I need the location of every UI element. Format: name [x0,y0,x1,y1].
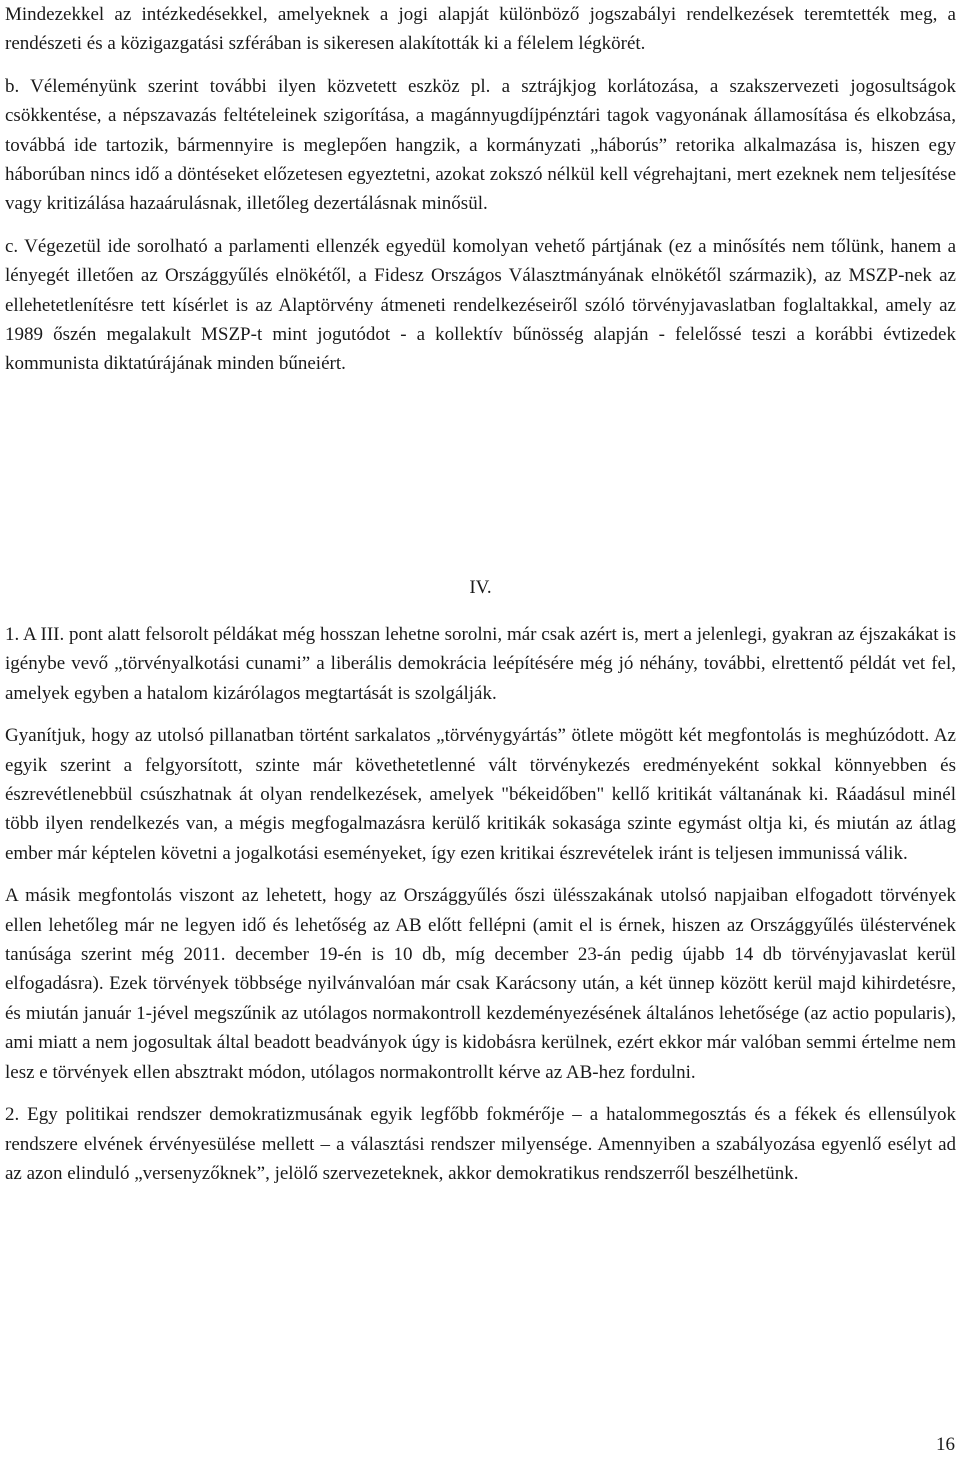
section-heading-iv: IV. [469,577,492,598]
page-number: 16 [936,1434,955,1455]
section-iii-continuation [5,0,956,379]
paragraph-c: c. Végezetül ide sorolható a parlamenti ellenzék egyedül komolyan vehető pártjának (ez a minősítés nem tőlünk, hanem a lényegét illetően az Országgyűlés elnökétől, a Fidesz Országos Választmányának elnökétől származik), az MSZP-nek az ellehetetlenítésre tett kísérlet is az Alaptörvény átmeneti rendelkezéseiről szóló törvényjavaslatban foglaltakkal, amely az 1989 őszén megalakult MSZP-t mint jogutódot - a kollektív bűnösség alapján - felelőssé teszi a korábbi évtizedek kommunista diktatúrájának minden bűneiért. [5,235,956,375]
paragraph-iv-gyanitjuk: Gyanítjuk, hogy az utolsó pillanatban történt sarkalatos „törvénygyártás” ötlete mögött két megfontolás is meghúzódott. Az egyik szerint a felgyorsított, szinte már követhetetlenné vált törvénykezés eredményeként sokkal könnyebben és észrevétlenebbül csúszhatnak át olyan rendelkezések, amelyek "békeidőben" kellő kritikát váltanának ki. Ráadásul minél több ilyen rendelkezés van, a mégis megfogalmazásra kerülő kritikák sokasága szinte egymást oltja ki, és miután az átlag ember már képtelen követni a jogalkotási eseményeket, így ezen kritikai észrevételek iránt is teljesen immunissá válik. [5,725,956,864]
paragraph-intro: Mindezekkel az intézkedésekkel, amelyeknek a jogi alapját különböző jogszabályi rendelkezések teremtették meg, a rendészeti és a közigazgatási szférában is sikeresen alakították ki a félelem légkörét. [5,4,956,55]
paragraph-iv-2: 2. Egy politikai rendszer demokratizmusának egyik legfőbb fokmérője – a hatalommegosztás és a fékek és ellensúlyok rendszere elvének érvényesülése mellett – a választási rendszer milyensége. Amennyiben a szabályozása egyenlő esélyt ad az azon elinduló „versenyzőknek”, jelölő szervezeteknek, akkor demokratikus rendszerről beszélhetünk. [5,1104,956,1184]
paragraph-iv-masik: A másik megfontolás viszont az lehetett, hogy az Országgyűlés őszi ülésszakának utolsó napjaiban elfogadott törvények ellen lehetőleg már ne legyen idő és lehetőség az AB előtt fellépni (amit el is érnek, hiszen az Országgyűlés üléstervének tanúsága szerint még 2011. december 19-én is 10 db, míg december 23-án pedig újabb 14 db törvényjavaslat kerül elfogadásra). Ezek törvények többsége nyilvánvalóan már csak Karácsony után, a két ünnep között kerül majd kihirdetésre, és miután január 1-jével megszűnik az utólagos normakontroll kezdeményezésének általános lehetősége (az actio popularis), ami miatt a nem jogosultak által beadott beadványok úgy is kidobásra kerülnek, ezért ekkor már valóban semmi értelme nem lesz e törvények ellen absztrakt módon, utólagos normakontrollt kérve az AB-hez fordulni. [5,885,956,1083]
paragraph-b: b. Véleményünk szerint további ilyen közvetett eszköz pl. a sztrájkjog korlátozása, a szakszervezeti jogosultságok csökkentése, a népszavazás feltételeinek szigorítása, a magánnyugdíjpénztári tagok vagyonának államosítása és elkobzása, továbbá ide tartozik, bármennyire is meglepően hangzik, a kormányzati „háborús” retorika alkalmazása is, hiszen egy háborúban nincs idő a döntéseket előzetesen egyeztetni, azokat zokszó nélkül kell végrehajtani, mert ezeknek nem teljesítése vagy kritizálása hazaárulásnak, illetőleg dezertálásnak minősül. [5,75,956,215]
section-iv-body [5,620,956,1188]
paragraph-iv-1: 1. A III. pont alatt felsorolt példákat még hosszan lehetne sorolni, már csak azért is, mert a jelenlegi, gyakran az éjszakákat is igénybe vevő „törvényalkotási cunami” a liberális demokrácia leépítésére még jó néhány, további, elrettentő példát vet fel, amelyek egyben a hatalom kizárólagos megtartását is szolgálják. [5,624,956,704]
